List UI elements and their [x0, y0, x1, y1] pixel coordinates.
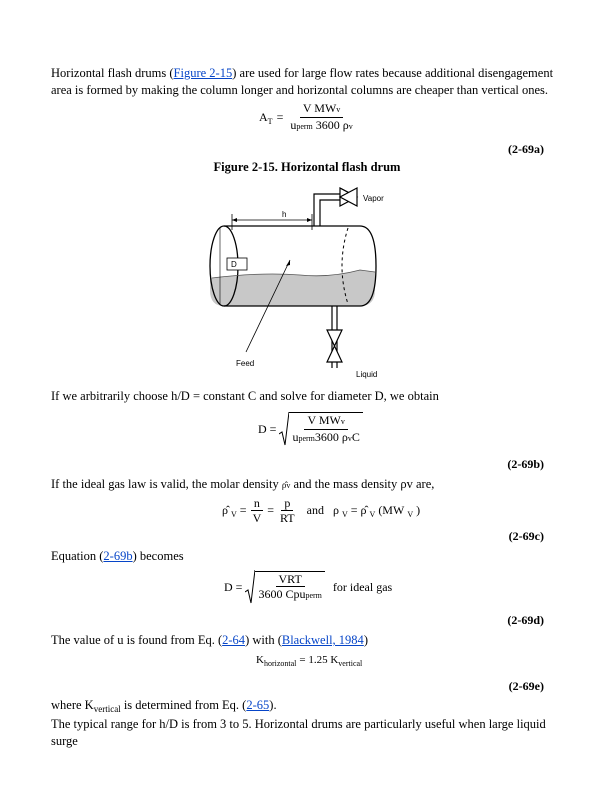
paragraph-value-of-u: The value of u is found from Eq. (2-64) with (Blackwell, 1984) [51, 633, 368, 647]
svg-text:h: h [282, 210, 287, 219]
paragraph-k-vertical: where $K_{vertical}$ is determined from Eq. (2-65). [51, 698, 277, 714]
equation-2-64-link[interactable]: 2-64 [222, 633, 246, 647]
horizontal-flash-drum-diagram [200, 180, 420, 380]
equation-2-69a: A T = $\frac{\text{V MWv}}{\text{uperm 3600 ρv}}$ [259, 101, 356, 134]
equation-2-65-link[interactable]: 2-65 [246, 698, 270, 712]
fraction: $\frac{\text{V MWv}}{\text{uperm 3600 ρv}}$ [290, 101, 353, 132]
equation-2-69b: D = $\frac{\text{V MWv}}{\text{uperm3600 ρvC}}$ [258, 412, 363, 446]
svg-text:Feed: Feed [236, 359, 255, 368]
paragraph-intro: Horizontal flash drums (Figure 2-15) are used for large flow rates because additional disengagement area is formed by making the column longer and horizontal columns are cheaper than vertical ones. [51, 66, 554, 97]
paragraph-ideal-gas: If the ideal gas law is valid, the molar density ρ̂v and the mass density ρv are, [51, 477, 435, 491]
equation-label: (2-69d) [507, 613, 544, 627]
equation-2-69e: K horizontal = 1.25 K vertical [256, 654, 363, 668]
equation-2-69d: D = $\frac{\text{VRT}}{\text{3600 Cpuperm}}$ for ideal gas [224, 570, 392, 604]
equation-2-69c: ρ̂ V = $\frac{n}{V}$ = $\frac{p}{RT}$ and ρ V = ρ̂ V (MW V ) [222, 496, 421, 525]
svg-text:D: D [231, 260, 237, 269]
sqrt-icon [279, 412, 289, 446]
blackwell-1984-link[interactable]: Blackwell, 1984 [281, 633, 364, 647]
paragraph-typical-range: The typical range for h/D is from 3 to 5. Horizontal drums are particularly useful when large liquid surge [51, 717, 546, 748]
equation-label: (2-69b) [507, 457, 544, 471]
equation-label: (2-69e) [508, 679, 544, 693]
figure-2-15-link[interactable]: Figure 2-15 [173, 66, 233, 80]
svg-text:Vapor: Vapor [363, 194, 384, 203]
paragraph-equation-becomes: Equation (2-69b) becomes [51, 549, 184, 563]
svg-text:Liquid: Liquid [356, 370, 378, 379]
liquid-valve-icon [327, 346, 342, 362]
equation-label: (2-69c) [508, 529, 544, 543]
paragraph-diameter: If we arbitrarily choose h/D = constant C and solve for diameter D, we obtain [51, 389, 439, 403]
sqrt-icon [245, 570, 255, 604]
equation-2-69b-link[interactable]: 2-69b [103, 549, 133, 563]
equation-label: (2-69a) [508, 142, 544, 156]
figure-title: Figure 2-15. Horizontal flash drum [213, 160, 401, 174]
